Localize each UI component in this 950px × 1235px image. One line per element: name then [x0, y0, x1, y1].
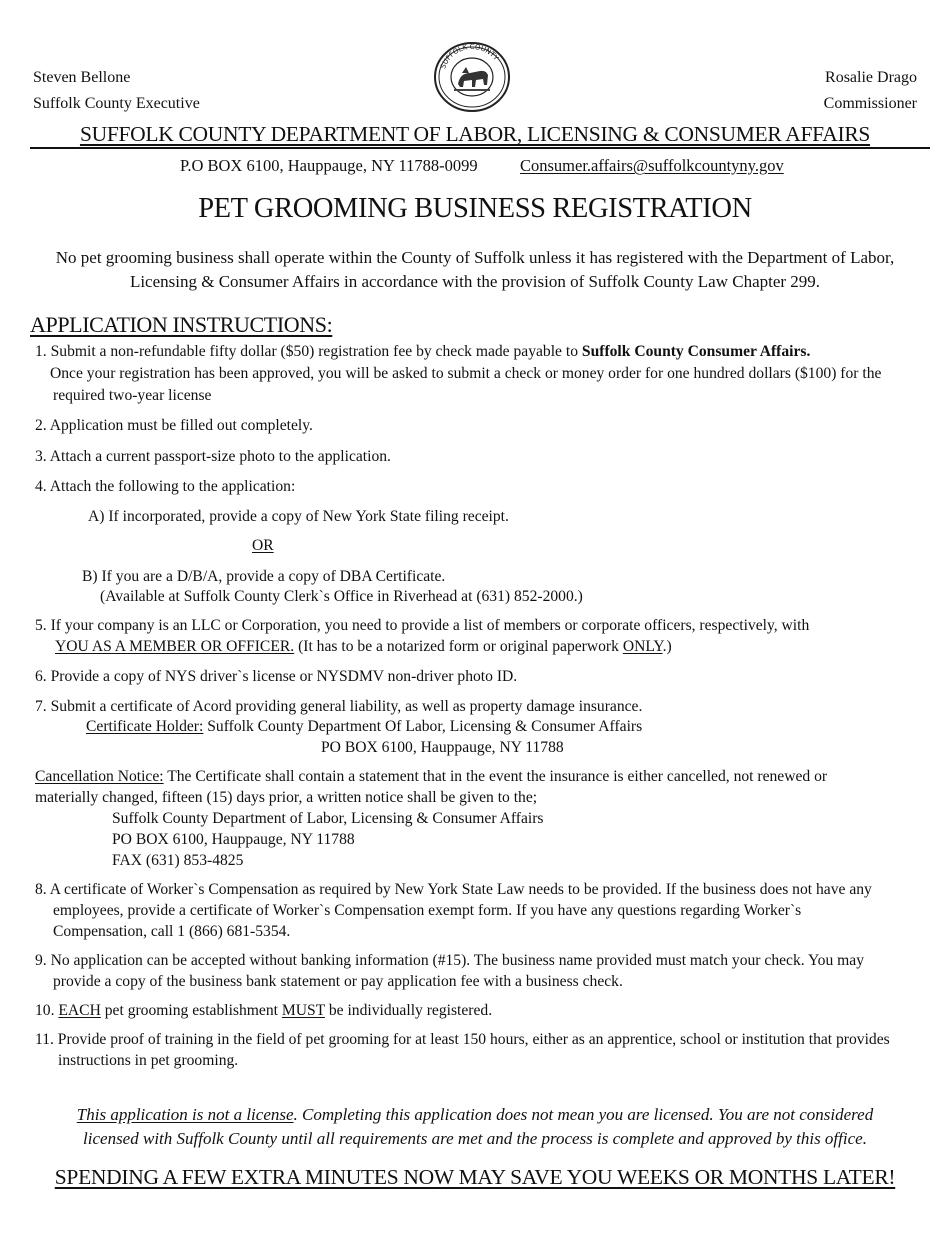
instruction-9: 9. No application can be accepted without banking information (#15). The business name provided must match your check. You may — [35, 952, 865, 969]
instruction-9-line2: provide a copy of the business bank statement or pay application fee with a business check. — [53, 973, 623, 990]
page-title: PET GROOMING BUSINESS REGISTRATION — [198, 193, 752, 224]
not-a-license-emphasis: This application is not a license — [76, 1105, 294, 1124]
executive-title: Suffolk County Executive — [33, 95, 200, 112]
instruction-4b: B) If you are a D/B/A, provide a copy of DBA Certificate. — [82, 568, 446, 585]
commissioner-title: Commissioner — [823, 95, 917, 112]
instruction-3: 3. Attach a current passport-size photo to the application. — [35, 448, 391, 465]
instruction-1-line3: required two-year license — [53, 387, 212, 404]
county-seal-icon — [432, 40, 512, 114]
instruction-8-line3: Compensation, call 1 (866) 681-5354. — [53, 923, 291, 940]
intro-paragraph: No pet grooming business shall operate within the County of Suffolk unless it has registered with the Department of Labor, Licensing & Consumer Affairs in accordance with the provision of Suffolk County Law Chapter 299. — [55, 248, 895, 291]
payee-name: Suffolk County Consumer Affairs. — [581, 343, 811, 360]
instruction-11-line2: instructions in pet grooming. — [58, 1052, 239, 1069]
contact-email-link[interactable]: Consumer.affairs@suffolkcountyny.gov — [520, 156, 784, 175]
certificate-holder-label: Certificate Holder: — [86, 718, 204, 735]
only-emphasis: ONLY — [622, 638, 663, 655]
executive-name: Steven Bellone — [33, 69, 131, 86]
instruction-6: 6. Provide a copy of NYS driver`s license or NYSDMV non-driver photo ID. — [35, 668, 518, 685]
header-divider — [30, 147, 930, 149]
disclaimer-text: . Completing this application does not mean you are licensed. You are not considered licensed with Suffolk County until all requirements are met and the process is complete and approved by this office. — [83, 1105, 874, 1148]
instruction-5-mid: (It has to be a notarized form or original paperwork — [294, 638, 623, 655]
cancellation-address-1: Suffolk County Department of Labor, Licensing & Consumer Affairs — [112, 810, 544, 827]
seal-lettering: SUFFOLK COUNTY — [439, 42, 500, 70]
cancellation-address-2: PO BOX 6100, Hauppauge, NY 11788 — [112, 831, 355, 848]
cancellation-label: Cancellation Notice: — [35, 768, 164, 785]
member-officer-emphasis: YOU AS A MEMBER OR OFFICER. — [55, 638, 295, 655]
instruction-1 — [35, 341, 810, 363]
instruction-10 — [35, 1000, 492, 1022]
instruction-11: 11. Provide proof of training in the field of pet grooming for at least 150 hours, either as an apprentice, school or institution that provides — [35, 1031, 890, 1048]
instruction-4a: A) If incorporated, provide a copy of New York State filing receipt. — [88, 508, 509, 525]
instruction-5-end: .) — [662, 638, 672, 655]
instructions-heading: APPLICATION INSTRUCTIONS: — [30, 312, 333, 337]
certificate-holder-address: PO BOX 6100, Hauppauge, NY 11788 — [321, 739, 564, 756]
commissioner-name: Rosalie Drago — [825, 69, 917, 86]
instruction-4b-note: (Available at Suffolk County Clerk`s Office in Riverhead at (631) 852-2000.) — [100, 588, 583, 605]
instruction-1-line2: Once your registration has been approved, you will be asked to submit a check or money order for one hundred dollars ($100) for the — [50, 365, 882, 382]
cancellation-text: The Certificate shall contain a statement that in the event the insurance is either cancelled, not renewed or — [163, 768, 828, 785]
instruction-1-text: 1. Submit a non-refundable fifty dollar ($50) registration fee by check made payable to — [35, 343, 582, 360]
instruction-2: 2. Application must be filled out completely. — [35, 417, 313, 434]
instruction-8-line2: employees, provide a certificate of Worker`s Compensation exempt form. If you have any questions regarding Worker`s — [53, 902, 802, 919]
license-disclaimer — [50, 1103, 900, 1151]
instruction-10-mid: pet grooming establishment — [100, 1002, 282, 1019]
instruction-5: 5. If your company is an LLC or Corporation, you need to provide a list of members or corporate officers, respectively, with — [35, 617, 810, 634]
each-emphasis: EACH — [58, 1002, 101, 1019]
mailing-address: P.O BOX 6100, Hauppauge, NY 11788-0099 — [180, 156, 478, 175]
instruction-4: 4. Attach the following to the application: — [35, 478, 296, 495]
or-separator: OR — [252, 537, 274, 554]
must-emphasis: MUST — [281, 1002, 325, 1019]
certificate-holder — [86, 716, 642, 738]
cancellation-fax: FAX (631) 853-4825 — [112, 852, 244, 869]
certificate-holder-name: Suffolk County Department Of Labor, Licensing & Consumer Affairs — [203, 718, 643, 735]
department-name: SUFFOLK COUNTY DEPARTMENT OF LABOR, LICENSING & CONSUMER AFFAIRS — [79, 122, 871, 146]
footer-slogan: SPENDING A FEW EXTRA MINUTES NOW MAY SAVE YOU WEEKS OR MONTHS LATER! — [54, 1165, 896, 1189]
cancellation-text-line2: materially changed, fifteen (15) days prior, a written notice shall be given to the; — [35, 789, 538, 806]
instruction-7: 7. Submit a certificate of Acord providing general liability, as well as property damage insurance. — [35, 698, 643, 715]
instruction-10-number: 10. — [35, 1002, 59, 1019]
cancellation-notice — [35, 766, 827, 788]
instruction-5-line2 — [55, 636, 672, 658]
instruction-8: 8. A certificate of Worker`s Compensation as required by New York State Law needs to be provided. If the business does not have any — [35, 881, 872, 898]
instruction-10-end: be individually registered. — [324, 1002, 493, 1019]
